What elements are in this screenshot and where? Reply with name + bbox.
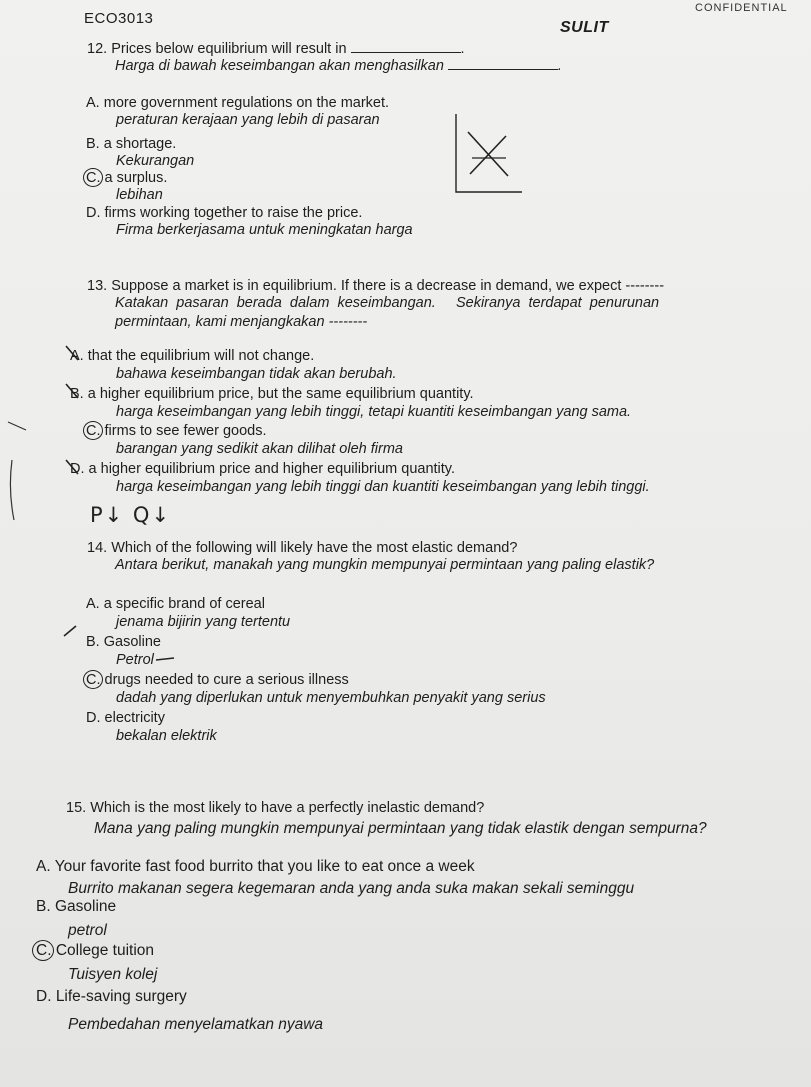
option-letter: D. bbox=[86, 205, 101, 221]
answer-circle-mark bbox=[32, 940, 54, 961]
q15-option-b bbox=[36, 898, 116, 916]
option-text-en: College tuition bbox=[55, 942, 155, 959]
q15-option-a bbox=[36, 858, 475, 876]
option-letter: C. bbox=[86, 672, 101, 688]
option-letter: B. bbox=[86, 634, 100, 650]
q13-option-c-ms: barangan yang sedikit akan dilihat oleh firma bbox=[116, 441, 403, 457]
option-text-en: electricity bbox=[104, 710, 165, 726]
option-text-en: Gasoline bbox=[54, 898, 117, 915]
q14-option-c-ms: dadah yang diperlukan untuk menyembuhkan penyakit yang serius bbox=[116, 690, 546, 706]
option-text-en: that the equilibrium will not change. bbox=[87, 348, 315, 364]
q12-answer-blank bbox=[351, 40, 461, 53]
option-letter: A. bbox=[86, 95, 100, 111]
option-letter: C. bbox=[86, 170, 101, 186]
q12-option-c-ms: lebihan bbox=[116, 187, 163, 203]
option-text-en: firms to see fewer goods. bbox=[104, 423, 267, 439]
q12-option-d-ms: Firma berkerjasama untuk meningkatan harga bbox=[116, 222, 413, 238]
q13-option-b bbox=[70, 386, 474, 402]
option-text-en: a shortage. bbox=[103, 136, 177, 152]
q13-stem-ms-2: permintaan, kami menjangkakan -------- bbox=[115, 314, 368, 330]
option-text-en: a higher equilibrium price and higher equilibrium quantity. bbox=[88, 461, 455, 477]
q13-option-b-ms: harga keseimbangan yang lebih tinggi, tetapi kuantiti keseimbangan yang sama. bbox=[116, 404, 632, 420]
option-text-en: Your favorite fast food burrito that you like to eat once a week bbox=[54, 858, 475, 875]
q12-text-ms: Harga di bawah keseimbangan akan menghasilkan bbox=[115, 58, 444, 74]
q12-option-d bbox=[86, 205, 362, 221]
option-text-en: drugs needed to cure a serious illness bbox=[104, 672, 349, 688]
option-text-en: Gasoline bbox=[103, 634, 161, 650]
q13-option-d bbox=[70, 461, 455, 477]
pen-cross-marks bbox=[60, 344, 84, 484]
q15-option-d-ms: Pembedahan menyelamatkan nyawa bbox=[68, 1016, 324, 1033]
option-text-en: a higher equilibrium price, but the same equilibrium quantity. bbox=[87, 386, 474, 402]
q12-stem-ms: Harga di bawah keseimbangan akan menghasilkan . bbox=[115, 58, 562, 74]
q13-stem-en bbox=[87, 278, 664, 294]
q13-option-a bbox=[70, 348, 314, 364]
q14-option-a-ms: jenama bijirin yang tertentu bbox=[116, 614, 291, 630]
q13-option-d-ms: harga keseimbangan yang lebih tinggi dan kuantiti keseimbangan yang lebih tinggi. bbox=[116, 479, 650, 495]
supply-demand-sketch bbox=[450, 110, 530, 200]
option-letter: B. bbox=[70, 386, 84, 402]
q15-stem-en bbox=[66, 800, 484, 816]
q14-option-b-ms: Petrol bbox=[116, 652, 154, 668]
q12-option-b-ms: Kekurangan bbox=[116, 153, 195, 169]
q14-number: 14. bbox=[87, 540, 108, 556]
q14-stem-en bbox=[87, 540, 517, 556]
q12-number: 12. bbox=[87, 41, 108, 57]
q15-option-d bbox=[36, 988, 187, 1006]
option-text-en: a surplus. bbox=[104, 170, 168, 186]
q13-number: 13. bbox=[87, 278, 108, 294]
q14-option-d-ms: bekalan elektrik bbox=[116, 728, 217, 744]
q12-text-en: Prices below equilibrium will result in bbox=[111, 41, 347, 57]
q15-stem-ms: Mana yang paling mungkin mempunyai permintaan yang tidak elastik dengan sempurna? bbox=[94, 820, 707, 837]
pen-margin-marks bbox=[6, 420, 36, 530]
q14-text-en: Which of the following will likely have the most elastic demand? bbox=[111, 540, 518, 556]
q15-text-en: Which is the most likely to have a perfectly inelastic demand? bbox=[90, 800, 485, 816]
pen-marks bbox=[60, 600, 180, 700]
q14-stem-ms: Antara berikut, manakah yang mungkin mempunyai permintaan yang paling elastik? bbox=[115, 557, 655, 573]
answer-circle-mark bbox=[83, 168, 103, 187]
q13-option-a-ms: bahawa keseimbangan tidak akan berubah. bbox=[116, 366, 397, 382]
option-letter: C. bbox=[86, 423, 101, 439]
option-letter: B. bbox=[86, 136, 100, 152]
option-letter: A. bbox=[36, 858, 51, 875]
option-letter: D. bbox=[86, 710, 101, 726]
q12-stem-en: 12. Prices below equilibrium will result in . bbox=[87, 41, 465, 57]
q12-option-b bbox=[86, 136, 176, 152]
q15-option-b-ms: petrol bbox=[68, 922, 107, 939]
option-text-en: a specific brand of cereal bbox=[103, 596, 265, 612]
option-text-en: more government regulations on the market. bbox=[103, 95, 390, 111]
option-letter: D. bbox=[36, 988, 52, 1005]
q14-option-d bbox=[86, 710, 165, 726]
course-code: ECO3013 bbox=[84, 10, 154, 27]
option-letter: C. bbox=[36, 942, 52, 959]
handwritten-note: P↓ Q↓ bbox=[90, 503, 172, 527]
option-text-en: firms working together to raise the price. bbox=[104, 205, 363, 221]
option-letter: A. bbox=[70, 348, 84, 364]
q12-answer-blank-ms bbox=[448, 57, 558, 70]
option-letter: D. bbox=[70, 461, 85, 477]
option-letter: A. bbox=[86, 596, 100, 612]
option-text-en: Life-saving surgery bbox=[55, 988, 187, 1005]
q12-option-a bbox=[86, 95, 389, 111]
q15-option-a-ms: Burrito makanan segera kegemaran anda yang anda suka makan sekali seminggu bbox=[68, 880, 635, 897]
q15-number: 15. bbox=[66, 800, 87, 816]
q13-stem-ms-1: Katakan pasaran berada dalam keseimbangan. Sekiranya terdapat penurunan bbox=[115, 295, 660, 311]
q13-option-c bbox=[86, 423, 267, 439]
q12-option-a-ms: peraturan kerajaan yang lebih di pasaran bbox=[116, 112, 380, 128]
classification-label: SULIT bbox=[560, 19, 609, 36]
q15-option-c-ms: Tuisyen kolej bbox=[68, 966, 158, 983]
answer-circle-mark bbox=[83, 421, 103, 440]
q13-text-en: Suppose a market is in equilibrium. If there is a decrease in demand, we expect -------- bbox=[111, 278, 665, 294]
confidential-label: CONFIDENTIAL bbox=[695, 2, 788, 14]
option-letter: B. bbox=[36, 898, 51, 915]
